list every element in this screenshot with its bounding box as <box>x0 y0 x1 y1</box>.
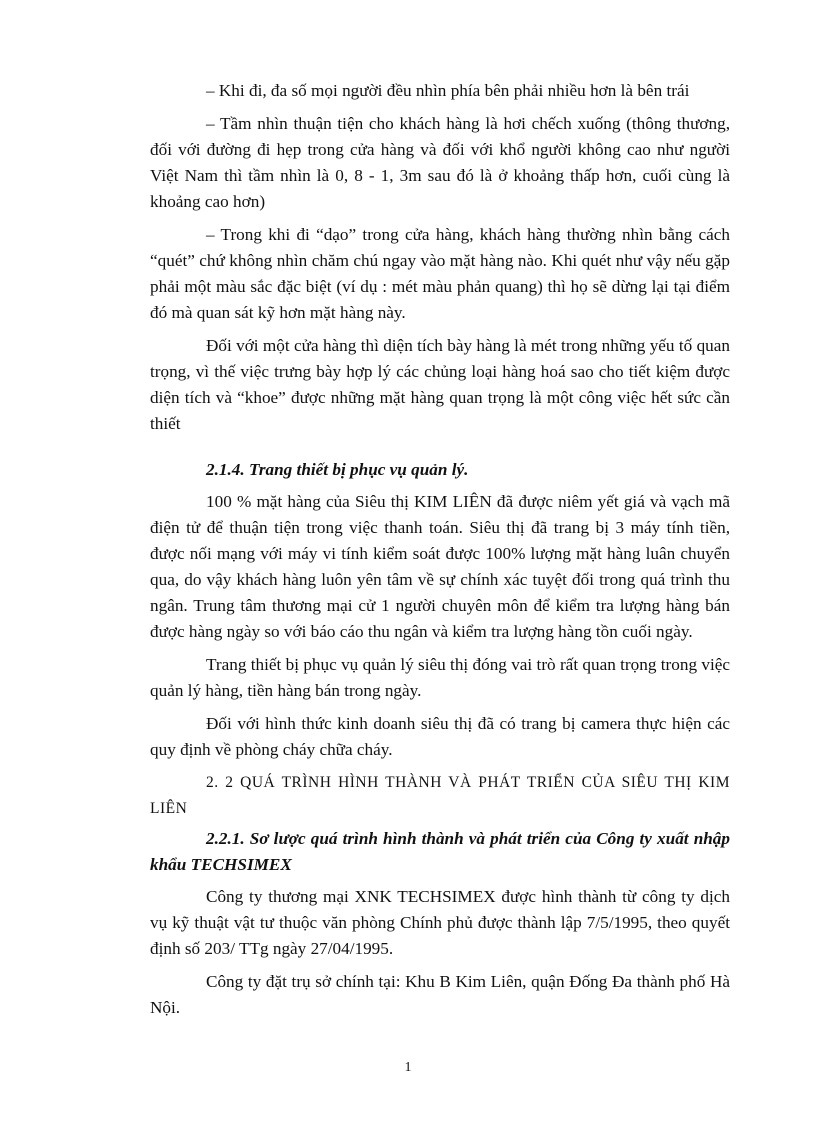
bullet-paragraph-scanning: – Trong khi đi “dạo” trong cửa hàng, khách hàng thường nhìn bằng cách “quét” chứ không nhìn chăm chú ngay vào mặt hàng nào. Khi quét như vậy nếu gặp phải một màu sắc đặc biệt (ví dụ : mét màu phản quang) thì họ sẽ dừng lại tại điểm đó mà quan sát kỹ hơn mặt hàng này. <box>150 225 730 322</box>
paragraph-display-area: Đối với một cửa hàng thì diện tích bày hàng là mét trong những yếu tố quan trọng, vì thế việc trưng bày hợp lý các chủng loại hàng hoá sao cho tiết kiệm được diện tích và “khoe” được những mặt hàng quan trọng là một công việc hết sức cần thiết <box>150 336 730 433</box>
paragraph-equipment-role: Trang thiết bị phục vụ quản lý siêu thị đóng vai trò rất quan trọng trong việc quản lý hàng, tiền hàng bán trong ngày. <box>150 655 730 700</box>
paragraph-pricing-barcodes: 100 % mặt hàng của Siêu thị KIM LIÊN đã được niêm yết giá và vạch mã điện tử để thuận tiện trong việc thanh toán. Siêu thị đã trang bị 3 máy tính tiền, được nối mạng với máy vi tính kiểm soát được 100% lượng mặt hàng luân chuyển qua, do vậy khách hàng luôn yên tâm về sự chính xác tuyệt đối trong quá trình thu ngân. Trung tâm thương mại cử 1 người chuyên môn để kiểm tra lượng hàng bán được hàng ngày so với báo cáo thu ngân và kiểm tra lượng hàng tồn cuối ngày. <box>150 492 730 641</box>
paragraph-company-origin: Công ty thương mại XNK TECHSIMEX được hình thành từ công ty dịch vụ kỹ thuật vật tư thuộc văn phòng Chính phủ được thành lập 7/5/1995, theo quyết định số 203/ TTg ngày 27/04/1995. <box>150 887 730 958</box>
bullet-paragraph-viewing-direction: – Khi đi, đa số mọi người đều nhìn phía bên phải nhiều hơn là bên trái <box>206 81 690 100</box>
paragraph-company-headquarters: Công ty đặt trụ sở chính tại: Khu B Kim Liên, quận Đống Đa thành phố Hà Nội. <box>150 972 730 1017</box>
section-heading-2-1-4: 2.1.4. Trang thiết bị phục vụ quản lý. <box>206 460 469 479</box>
page-body <box>150 78 730 1028</box>
bullet-paragraph-viewing-angle: – Tầm nhìn thuận tiện cho khách hàng là hơi chếch xuống (thông thương, đối với đường đi hẹp trong cửa hàng và đối với khổ người không cao như người Việt Nam thì tầm nhìn là 0, 8 - 1, 3m sau đó là ở khoảng thấp hơn, cuối cùng là khoảng cao hơn) <box>150 114 730 211</box>
section-heading-2-2: 2. 2 QUÁ TRÌNH HÌNH THÀNH VÀ PHÁT TRIỂN CỦA SIÊU THỊ KIM LIÊN <box>150 774 730 817</box>
section-heading-2-2-1: 2.2.1. Sơ lược quá trình hình thành và phát triển của Công ty xuất nhập khẩu TECHSIMEX <box>150 829 730 874</box>
paragraph-camera-fire-safety: Đối với hình thức kinh doanh siêu thị đã có trang bị camera thực hiện các quy định về phòng cháy chữa cháy. <box>150 714 730 759</box>
page-number: 1 <box>404 1060 412 1075</box>
